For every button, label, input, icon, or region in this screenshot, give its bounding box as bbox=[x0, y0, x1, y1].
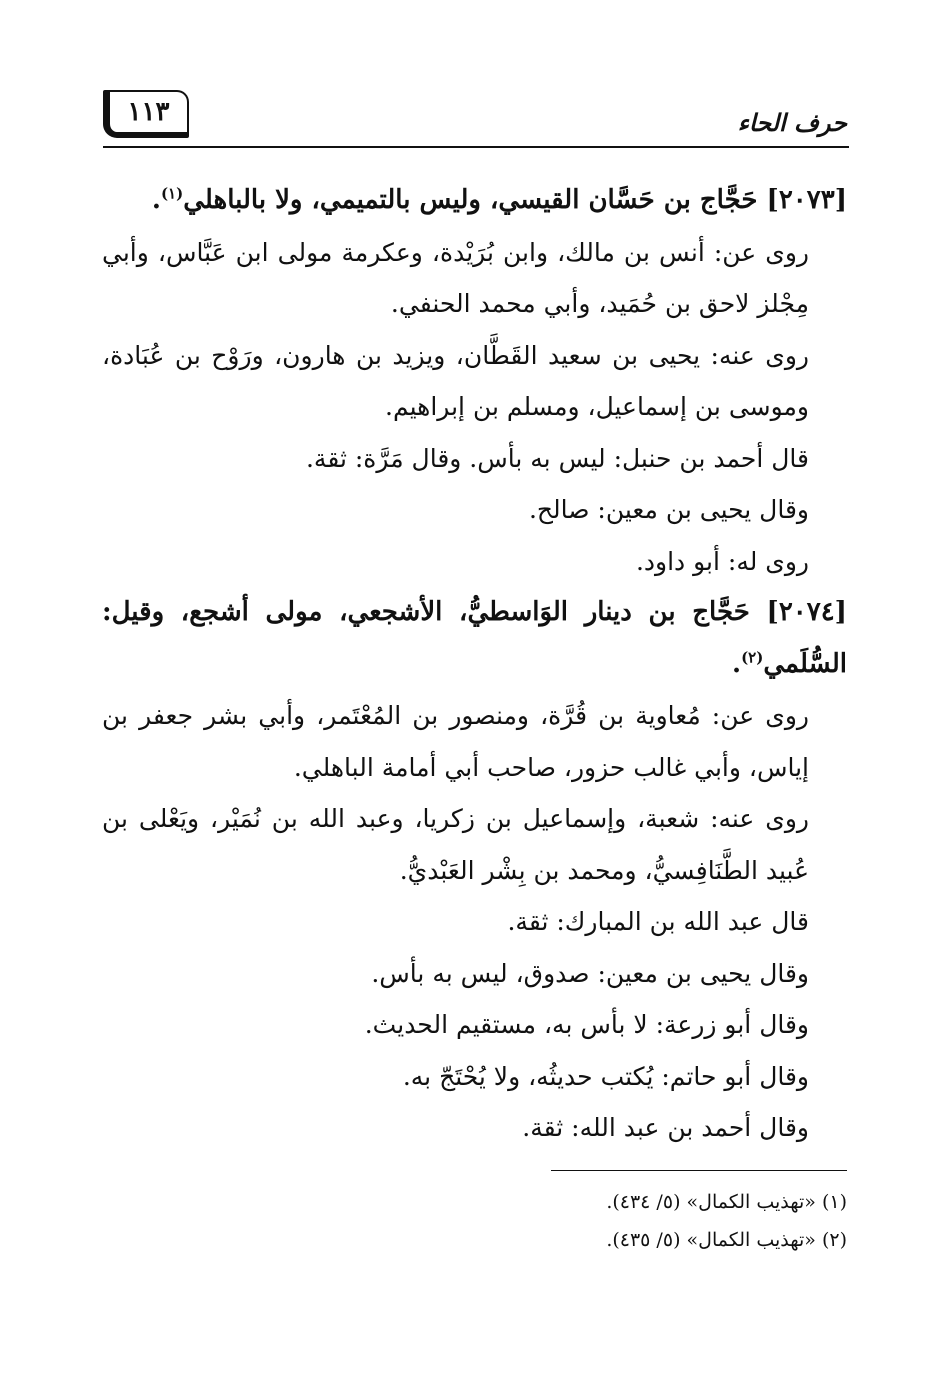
entry-paragraph: وقال أبو زرعة: لا بأس به، مستقيم الحديث. bbox=[364, 1010, 809, 1039]
header-rule bbox=[103, 146, 849, 148]
entry-paragraph: روى له: أبو داود. bbox=[635, 546, 809, 576]
footnote-ref: (١) bbox=[160, 184, 184, 203]
entry-paragraph: روى عن: مُعاوية بن قُرَّة، ومنصور بن المُعْتَمر، وأبي بشر جعفر بن إياس، وأبي غالب حزور، صاحب أبي أمامة الباهلي. bbox=[102, 701, 809, 782]
footnotes bbox=[102, 1183, 847, 1259]
page-body bbox=[102, 175, 847, 1154]
heading-end: . bbox=[151, 185, 161, 215]
entry-paragraph: وقال يحيى بن معين: صدوق، ليس به بأس. bbox=[371, 958, 809, 988]
entry-paragraph: وقال أبو حاتم: يُكتب حديثُه، ولا يُحْتَجّ به. bbox=[402, 1061, 809, 1091]
running-header-title: حرف الحاء bbox=[737, 108, 847, 137]
entry-paragraph: قال أحمد بن حنبل: ليس به بأس. وقال مَرَّة: ثقة. bbox=[305, 443, 809, 473]
footnote-ref: (٢) bbox=[741, 647, 764, 666]
heading-end: . bbox=[732, 648, 742, 679]
entry-paragraph: قال عبد الله بن المبارك: ثقة. bbox=[507, 907, 809, 936]
footnote-2: (٢) «تهذيب الكمال» (٥/ ٤٣٥). bbox=[606, 1229, 847, 1251]
entry-heading-2074 bbox=[102, 587, 847, 690]
entry-title: حَجَّاج بن دينار الوَاسطيُّ، الأشجعي، مولى أشجع، وقيل: السُّلَمي bbox=[102, 597, 847, 679]
footnote-1: (١) «تهذيب الكمال» (٥/ ٤٣٤). bbox=[606, 1191, 847, 1213]
entry-paragraph: وقال يحيى بن معين: صالح. bbox=[528, 495, 809, 524]
entry-paragraph: روى عنه: شعبة، وإسماعيل بن زكريا، وعبد الله بن نُمَيْر، ويَعْلى بن عُبيد الطَّنَافِسيُّ، ومحمد بن بِشْر العَبْديُّ. bbox=[102, 804, 809, 885]
entry-paragraph: وقال أحمد بن عبد الله: ثقة. bbox=[522, 1113, 809, 1142]
entry-number: [٢٠٧٣] bbox=[766, 185, 847, 215]
entry-paragraph: روى عن: أنس بن مالك، وابن بُرَيْدة، وعكرمة مولى ابن عَبَّاس، وأبي مِجْلز لاحق بن حُمَيد، وأبي محمد الحنفي. bbox=[102, 237, 809, 318]
page-number: ١١٣ bbox=[127, 97, 170, 127]
entry-number: [٢٠٧٤] bbox=[766, 597, 847, 627]
entry-title: حَجَّاج بن حَسَّان القيسي، وليس بالتميمي، ولا بالباهلي bbox=[183, 185, 758, 215]
page-number-box bbox=[103, 90, 189, 138]
entry-heading-2073 bbox=[102, 175, 847, 227]
footnote-separator bbox=[551, 1170, 847, 1171]
entry-paragraph: روى عنه: يحيى بن سعيد القَطَّان، ويزيد بن هارون، ورَوْح بن عُبَادة، وموسى بن إسماعيل، ومسلم بن إبراهيم. bbox=[102, 340, 809, 421]
